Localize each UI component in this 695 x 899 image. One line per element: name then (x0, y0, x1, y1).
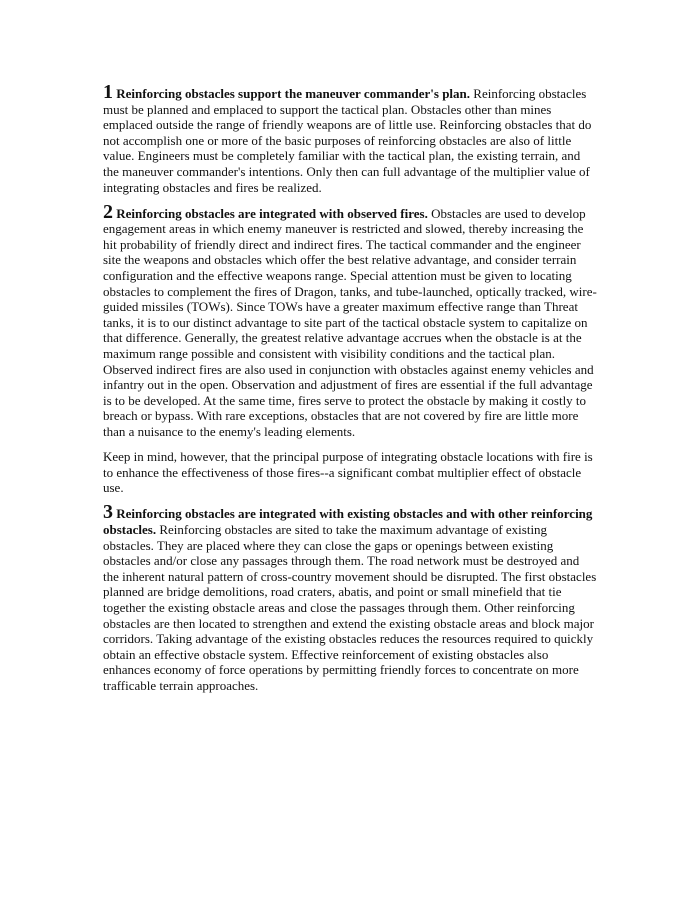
section-number: 3 (103, 501, 113, 524)
section-heading: Reinforcing obstacles support the maneuver commander's plan. (116, 86, 471, 101)
section-body: Reinforcing obstacles must be planned and emplaced to support the tactical plan. Obstacles other than mines emplaced outside the range of friendly weapons are of little use. Reinforcing obstacles that do not accomplish one or more of the basic purposes of reinforcing obstacles are also of little value. Engineers must be completely familiar with the tactical plan, the existing terrain, and the maneuver commander's intentions. Only then can full advantage of the multiplier value of integrating obstacles and fires be realized. (103, 86, 592, 195)
section-3 (103, 501, 598, 693)
section-number: 1 (103, 81, 113, 103)
section-2 (103, 200, 598, 440)
section-body: Reinforcing obstacles are sited to take the maximum advantage of existing obstacles. They are placed where they can close the gaps or openings between existing obstacles and/or close any passages through them. The road network must be destroyed and the inherent natural pattern of cross-country movement should be disrupted. The first obstacles planned are bridge demolitions, road craters, abatis, and point or small minefield that tie together the existing obstacle areas and close the passages through them. Other reinforcing obstacles are then located to strengthen and extend the existing obstacle areas and block major corridors. Taking advantage of the existing obstacles reduces the resources required to quickly obtain an effective obstacle system. Effective reinforcement of existing obstacles also enhances economy of force operations by permitting friendly forces to concentrate on more trafficable terrain approaches. (103, 521, 597, 693)
section-heading: Reinforcing obstacles are integrated with observed fires. (116, 205, 428, 221)
section-2-note (103, 449, 598, 496)
document-page (103, 81, 598, 703)
section-heading: Reinforcing obstacles are integrated with existing obstacles and with other reinforcing obstacles. (103, 506, 593, 537)
section-1 (103, 81, 598, 195)
section-number: 2 (103, 200, 113, 223)
section-body: Keep in mind, however, that the principal purpose of integrating obstacle locations with fire is to enhance the effectiveness of those fires--a significant combat multiplier effect of obstacle use. (103, 449, 593, 496)
section-body: Obstacles are used to develop engagement areas in which enemy maneuver is restricted and slowed, thereby increasing the hit probability of friendly direct and indirect fires. The tactical commander and the engineer site the weapons and obstacles which offer the best relative advantage, and consider terrain configuration and the effective weapons range. Special attention must be given to locating obstacles to complement the fires of Dragon, tanks, and tube-launched, optically tracked, wire-guided missiles (TOWs). Since TOWs have a greater maximum effective range than Threat tanks, it is to our distinct advantage to site part of the tactical obstacle system to capitalize on that difference. Generally, the greatest relative advantage accrues when the obstacle is at the maximum range possible and consistent with visibility conditions and the tactical plan. Observed indirect fires are also used in conjunction with obstacles against enemy vehicles and infantry out in the open. Observation and adjustment of fires are essential if the full advantage is to be developed. At the same time, fires serve to protect the obstacle by making it costly to breach or bypass. With rare exceptions, obstacles that are not covered by fire are little more than a nuisance to the enemy's leading elements. (103, 205, 597, 439)
